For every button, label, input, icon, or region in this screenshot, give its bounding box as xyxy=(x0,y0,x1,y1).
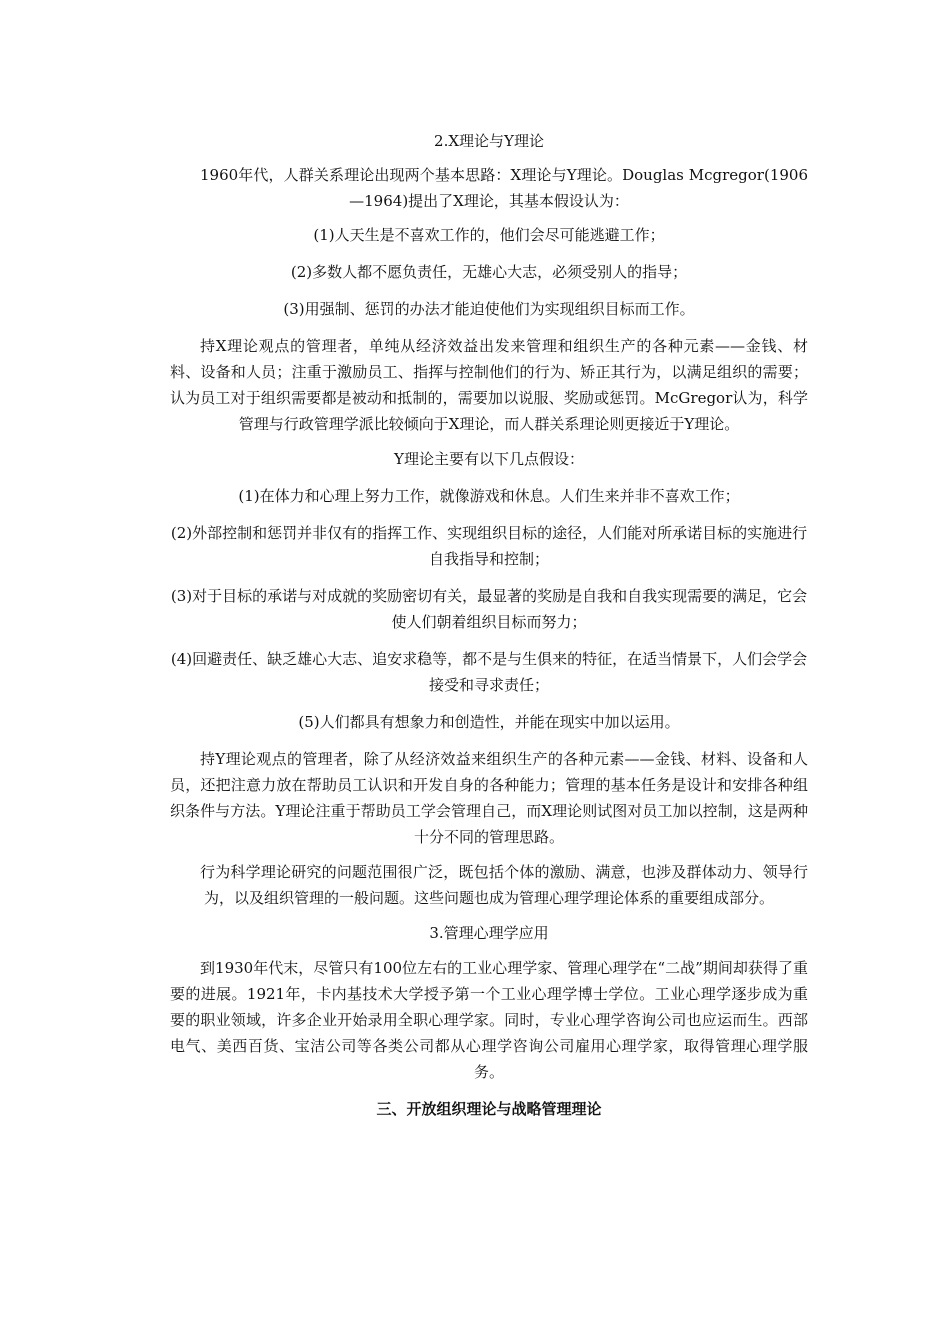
section-heading-open-organization: 三、开放组织理论与战略管理理论 xyxy=(376,1100,602,1118)
x-theory-assumption-2: (2)多数人都不愿负责任，无雄心大志，必须受别人的指导； xyxy=(290,263,688,281)
y-theory-assumption-3: (3)对于目标的承诺与对成就的奖励密切有关，最显著的奖励是自我和自我实现需要的满足，它会使人们朝着组织目标而努力； xyxy=(170,587,808,631)
paragraph-management-psychology-history: 到1930年代末，尽管只有100位左右的工业心理学家、管理心理学在“二战”期间却获得了重要的进展。1921年，卡内基技术大学授予第一个工业心理学博士学位。工业心理学逐步成为重要的职业领域，许多企业开始录用全职心理学家。同时，专业心理学咨询公司也应运而生。西部电气、美西百货、宝洁公司等各类公司都从心理学咨询公司雇用心理学家，取得管理心理学服务。 xyxy=(170,959,808,1081)
subsection-heading-x-y-theory: 2.X理论与Y理论 xyxy=(434,132,544,150)
y-theory-assumption-2: (2)外部控制和惩罚并非仅有的指挥工作、实现组织目标的途径，人们能对所承诺目标的实施进行自我指导和控制； xyxy=(170,524,808,568)
y-theory-assumption-4: (4)回避责任、缺乏雄心大志、追安求稳等，都不是与生俱来的特征，在适当情景下，人们会学会接受和寻求责任； xyxy=(170,650,808,694)
subsection-heading-applications: 3.管理心理学应用 xyxy=(429,924,549,942)
paragraph-x-theory-managers: 持X理论观点的管理者，单纯从经济效益出发来管理和组织生产的各种元素——金钱、材料、设备和人员；注重于激励员工、指挥与控制他们的行为、矫正其行为，以满足组织的需要；认为员工对于组织需要都是被动和抵制的，需要加以说服、奖励或惩罚。McGregor认为，科学管理与行政管理学派比较倾向于X理论，而人群关系理论则更接近于Y理论。 xyxy=(170,337,808,433)
y-theory-assumption-5: (5)人们都具有想象力和创造性，并能在现实中加以运用。 xyxy=(298,713,680,731)
x-theory-assumption-1: (1)人天生是不喜欢工作的，他们会尽可能逃避工作； xyxy=(313,226,665,244)
y-theory-assumption-1: (1)在体力和心理上努力工作，就像游戏和休息。人们生来并非不喜欢工作； xyxy=(238,487,740,505)
document-body xyxy=(170,128,808,1122)
x-theory-assumption-3: (3)用强制、惩罚的办法才能迫使他们为实现组织目标而工作。 xyxy=(283,300,695,318)
paragraph-x-theory-intro: 1960年代，人群关系理论出现两个基本思路：X理论与Y理论。Douglas Mcgregor(1906—1964)提出了X理论，其基本假设认为： xyxy=(200,166,808,210)
y-theory-intro: Y理论主要有以下几点假设： xyxy=(394,450,584,468)
paragraph-behavioral-science: 行为科学理论研究的问题范围很广泛，既包括个体的激励、满意，也涉及群体动力、领导行为，以及组织管理的一般问题。这些问题也成为管理心理学理论体系的重要组成部分。 xyxy=(200,863,808,907)
paragraph-y-theory-managers: 持Y理论观点的管理者，除了从经济效益来组织生产的各种元素——金钱、材料、设备和人员，还把注意力放在帮助员工认识和开发自身的各种能力；管理的基本任务是设计和安排各种组织条件与方法。Y理论注重于帮助员工学会管理自己，而X理论则试图对员工加以控制，这是两种十分不同的管理思路。 xyxy=(170,750,808,846)
